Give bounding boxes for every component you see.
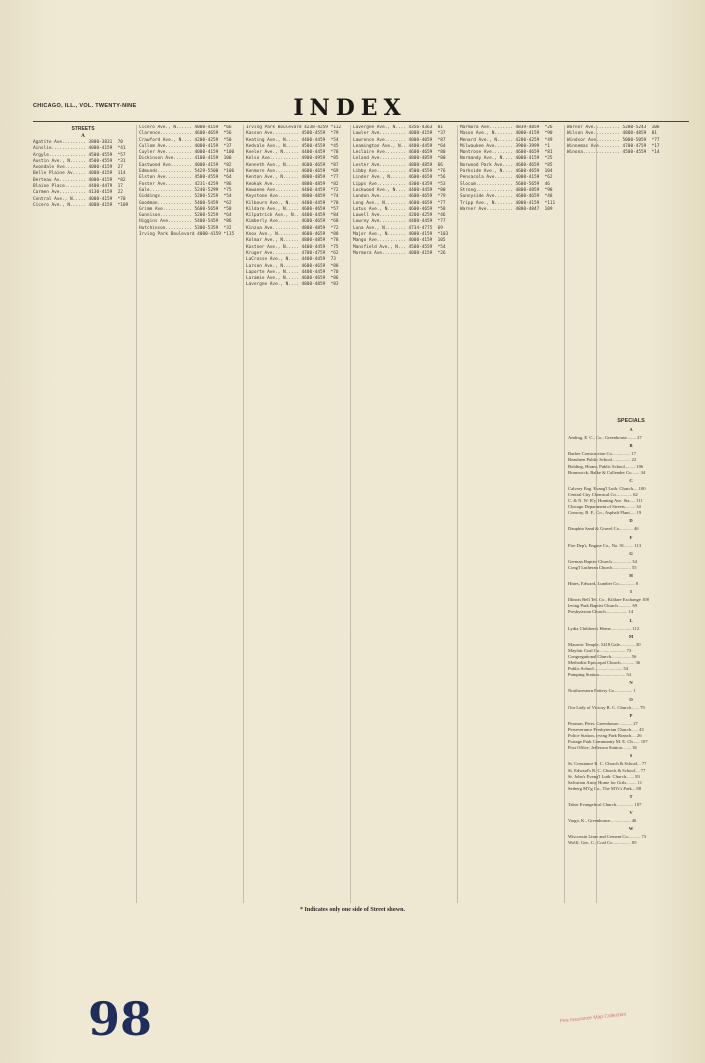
street-entry: Elston Ave.......... 4500-4559 *64	[139, 175, 232, 181]
specials-letter: N	[629, 680, 633, 686]
specials-entry: Mayfair Coal Co....................... 73	[568, 647, 632, 653]
street-entry: Cullom Ave.......... 4000-4159 *37	[139, 143, 232, 149]
specials-entry: Brunswick, Balke & Collender Co....... 34	[568, 469, 646, 475]
specials-letter: T	[629, 793, 633, 799]
street-entry: Knox Ave., N........ 4600-4659 *80	[246, 232, 339, 238]
street-entry: Kimberly Ave........ 4600-4659 *68	[246, 219, 339, 225]
index-column	[33, 125, 133, 903]
street-entry: Long Ave., N........ 4600-4659 *77	[353, 200, 446, 206]
street-entry: Norwood Park Ave.... 4600-4659 *85	[460, 162, 553, 168]
specials-entry: Tabor Evangelical Church............... 107	[568, 801, 642, 807]
page-number: 98	[88, 992, 153, 1046]
street-entry: LaCrosse Ave., N.... 4400-4459 73	[246, 257, 336, 263]
specials-heading: SPECIALS	[617, 418, 645, 424]
column-divider	[350, 125, 351, 903]
index-column	[139, 125, 239, 903]
street-entry: Kenmore Ave......... 4600-4659 *69	[246, 169, 339, 175]
street-entry: Lester Ave.......... 4800-4859 66	[353, 162, 443, 168]
street-entry: Irving Park Boulevard 4000-4159 *115	[139, 232, 235, 238]
street-entry: Keeler Ave., N...... 4400-4459 *78	[246, 150, 339, 156]
specials-entry: German Baptist Church................. 34	[568, 558, 637, 564]
street-entry: Central Ave., N..... 4000-4159 *70	[33, 196, 126, 202]
street-entry: Clarence............ 4600-4659 *56	[139, 131, 232, 137]
street-entry: Goodman............. 5400-5459 *62	[139, 200, 232, 206]
specials-letter: W	[628, 826, 634, 832]
specials-entry: Masonic Temple, 5418 Gale............. 30	[568, 641, 641, 647]
street-entry: Luna Ave., N........ 4734-4775 69	[353, 225, 443, 231]
street-entry: Menard Ave., N...... 4200-4259 *49	[460, 137, 553, 143]
street-entry: Mango Ave........... 4000-4159 105	[353, 238, 446, 244]
page-title: INDEX	[293, 95, 407, 121]
specials-entry: Perseverance Presbyterian Church...... 43	[568, 726, 644, 732]
specials-entry: Our Lady of Victory R. C. Church....... 79	[568, 704, 645, 710]
footnote: * Indicates only one side of Street shown.	[300, 907, 405, 913]
street-entry: Mason Ave., N....... 4000-4159 *90	[460, 131, 553, 137]
street-entry: Cuyler Ave.......... 4000-4159 *100	[139, 150, 235, 156]
specials-entry: Police Station, Irving Park Branch.... 26	[568, 733, 642, 739]
specials-letter: G	[629, 550, 633, 556]
specials-entry: Amling, E. C., Co., Greenhouse........ 27	[568, 435, 642, 441]
street-entry: Austin Ave., N...... 4500-4559 *31	[33, 158, 126, 164]
specials-letter: S	[629, 753, 633, 759]
specials-letter: A	[629, 427, 633, 433]
specials-entry: Northwestern Pottery Co................ 1	[568, 688, 636, 694]
column-divider	[243, 125, 244, 903]
specials-entry: Barber Construction Co................ 17	[568, 451, 637, 457]
street-entry: Pensacola Ave....... 4000-4159 *62	[460, 175, 553, 181]
specials-letter: H	[629, 572, 633, 578]
street-entry: Gale................ 5240-5299 *75	[139, 187, 232, 193]
section-letter: A	[81, 133, 85, 139]
specials-list	[568, 427, 694, 846]
street-entry: Eastwood Ave........ 4000-4159 *82	[139, 162, 232, 168]
specials-section	[568, 418, 694, 847]
street-entry: Lockwood Ave., N.... 4400-4459 *80	[353, 187, 446, 193]
street-entry: Warner Ave.......... 4800-4847 109	[460, 206, 553, 212]
street-entry: Tripp Ave., N....... 4000-4159 *111	[460, 200, 556, 206]
specials-entry: Chicago Department of Streets......... 34	[568, 504, 641, 510]
column-divider	[457, 125, 458, 903]
street-entry: Windsor Ave......... 5000-5059 *77	[567, 137, 660, 143]
street-entry: Wilson Ave.......... 4800-4859 81	[567, 131, 657, 137]
street-entry: Laramie Ave., N..... 4600-4659 *86	[246, 276, 339, 282]
specials-entry: Central City Chemical Co.............. 62	[568, 491, 638, 497]
specials-entry: Illinois Bell Tel. Co., Kildare Exchange 108	[568, 597, 649, 603]
street-entry: Agatite Ave......... 3800-3831 70	[33, 140, 123, 145]
street-entry: Sunnyside Ave....... 4600-4659 *48	[460, 194, 553, 200]
street-entry: Kostner Ave., N..... 4400-4459 *75	[246, 244, 339, 250]
specials-entry: Salvation Army Home for Girls......... 11	[568, 779, 643, 785]
specials-entry: Methodist Episcopal Church............ 36	[568, 660, 641, 666]
specials-letter: I	[630, 589, 632, 595]
street-entry: Carmen Ave.......... 4130-4159 22	[33, 190, 123, 196]
specials-entry: Lydia Children's Home.................. 112	[568, 625, 640, 631]
street-entry: Marmora Ave......... 4839-4859 *26	[460, 125, 553, 130]
specials-letter: V	[629, 810, 633, 816]
street-entry: London Ave.......... 4600-4659 *79	[353, 194, 446, 200]
specials-letter: M	[628, 633, 634, 639]
specials-entry: Post Office, Jefferson Station........ 36	[568, 745, 637, 751]
street-entry: Berteau Av.......... 4000-4159 *82	[33, 177, 126, 183]
street-entry: Winona.............. 4500-4559 *14	[567, 150, 660, 156]
library-stamp: Fire Insurance Map Collection	[559, 1011, 627, 1025]
street-entry: Kewanee Ave......... 4400-4459 *72	[246, 187, 339, 193]
street-entry: Leamington Ave., N.. 4400-4459 *64	[353, 143, 446, 149]
street-entry: Mansfield Ave., N... 4500-4559 *54	[353, 244, 446, 250]
street-entry: Higgins Ave......... 5400-5459 *86	[139, 219, 232, 225]
column-divider	[596, 125, 597, 903]
street-entry: Dickinson Ave....... 4100-4159 108	[139, 156, 232, 162]
street-entry: Milwaukee Ave....... 3900-3999 *1	[460, 143, 550, 149]
index-column	[353, 125, 453, 903]
street-entry: Linder Ave., N...... 4600-4659 *56	[353, 175, 446, 181]
specials-entry: Calvary Eng. Evang'l Luth. Church.... 100	[568, 485, 646, 491]
street-entry: Hutchinson.......... 5300-5359 *32	[139, 225, 232, 231]
street-entry: Grimm Ave........... 5600-5659 *58	[139, 206, 232, 212]
street-entry: Parkside Ave., N.... 4600-4659 104	[460, 169, 553, 175]
street-entry: Kildare Ave., N..... 4600-4659 *57	[246, 206, 339, 212]
specials-letter: F	[629, 534, 633, 540]
street-entry: Lotus Ave., N....... 4600-4659 *58	[353, 206, 446, 212]
street-entry: Normandy Ave., N.... 4000-4159 *25	[460, 156, 553, 162]
specials-entry: Presbyterian Church................... 14	[568, 609, 634, 615]
specials-entry: Public School......................... 54	[568, 666, 629, 672]
street-entry: Keating Ave., N..... 4400-4459 *54	[246, 137, 339, 143]
street-entry: Slocum.............. 5600-5659 46	[460, 181, 550, 187]
specials-entry: Portage Park Community M. E. Ch...... 107	[568, 739, 648, 745]
specials-entry: Beaubien Public School................ 22	[568, 457, 637, 463]
street-entry: Ainslie............. 4000-4159 *41	[33, 146, 126, 152]
street-entry: Winnemac Ave........ 4700-4759 *17	[567, 143, 660, 149]
street-entry: Foster Ave.......... 4231-4259 *86	[139, 181, 232, 187]
index-column	[246, 125, 346, 903]
street-entry: Strong.............. 4800-4859 *98	[460, 187, 553, 193]
specials-letter: B	[629, 443, 633, 449]
street-entry: Kruger Ave.......... 4700-4759 *62	[246, 250, 339, 256]
street-entry: Major Ave., N....... 4000-4159 *103	[353, 232, 449, 238]
street-entry: Blaine Place........ 4400-4479 17	[33, 184, 123, 190]
street-entry: Leclaire Ave........ 4600-4659 *80	[353, 150, 446, 156]
street-entry: Kenton Ave., N...... 4800-4859 *77	[246, 175, 339, 181]
street-entry: Kinzua Ave.......... 4800-4859 *72	[246, 225, 339, 231]
specials-entry: Wolff, Geo. C., Coal Co................ 85	[568, 840, 637, 846]
street-entry: Warner Ave.......... 5200-5243 106	[567, 125, 660, 130]
street-entry: Kilbourn Ave., N.... 4400-4459 *70	[246, 200, 339, 206]
specials-entry: Dauphin Sand & Gravel Co............ 46	[568, 526, 639, 532]
street-entry: Crawford Ave., N.... 4200-4259 *50	[139, 137, 232, 143]
specials-entry: Cong'l Lutheran Church................ 55	[568, 564, 637, 570]
street-entry: Irving Park Boulevard 4238-4259 *112	[246, 125, 342, 130]
street-entry: Lavergne Ave., N.... 4356-4363 81	[353, 125, 443, 130]
specials-letter: P	[629, 712, 633, 718]
street-entry: Lipps Ave........... 4300-4359 *53	[353, 181, 446, 187]
column-divider	[564, 125, 565, 903]
street-entry: Kasson Ave.......... 4500-4559 *79	[246, 131, 339, 137]
street-entry: Montrose Ave........ 4600-4659 *81	[460, 150, 553, 156]
column-divider	[136, 125, 137, 903]
specials-entry: Bolding, Hiram, Public School......... 106	[568, 463, 644, 469]
specials-entry: St. Constance R. C. Church & School... 77	[568, 761, 647, 767]
street-entry: Belle Plaine Av..... 4000-4159 114	[33, 171, 126, 177]
street-entry: Lowrey Ave.......... 4400-4459 *77	[353, 219, 446, 225]
street-entry: Keokuk Ave.......... 4800-4859 *82	[246, 181, 339, 187]
street-entry: Kelso Ave........... 4900-4959 *85	[246, 156, 339, 162]
street-entry: Libby Ave........... 4500-4559 *76	[353, 169, 446, 175]
street-entry: Larson Ave., N...... 4600-4659 *88	[246, 263, 339, 269]
specials-entry: Pumping Station....................... 54	[568, 672, 631, 678]
street-entry: Lawrence Ave........ 4000-4059 *87	[353, 137, 446, 143]
specials-entry: Wisconsin Lime and Cement Co........... 73	[568, 834, 647, 840]
street-entry: Kenneth Ave., N..... 4600-4659 *87	[246, 162, 339, 168]
specials-letter: O	[629, 696, 633, 702]
street-entry: Gunnison............ 5200-5259 *64	[139, 213, 232, 219]
street-entry: Keystone Ave........ 4800-4859 *74	[246, 194, 339, 200]
column-heading: STREETS	[71, 126, 95, 132]
specials-letter: L	[629, 617, 633, 623]
street-entry: Lavergne Ave., N.... 4800-4859 *83	[246, 282, 339, 288]
volume-label: CHICAGO, ILL., VOL. TWENTY-NINE	[33, 103, 137, 109]
specials-entry: St. Edward's R. C. Church & School.... 77	[568, 767, 646, 773]
title-divider	[33, 121, 689, 122]
street-entry: Cicero Ave., N...... 4000-4159 *109	[33, 202, 129, 208]
specials-entry: Hines, Edward, Lumber Co.............. 8	[568, 581, 639, 587]
street-entry: Giddings............ 5200-5259 *54	[139, 194, 232, 200]
street-entry: Kedvale Ave., N..... 4500-4559 *45	[246, 143, 339, 149]
street-entry: Argyle.............. 4500-4559 *57	[33, 152, 126, 158]
street-entry: Leland Ave.......... 4800-4859 *80	[353, 156, 446, 162]
specials-entry: C. & N. W. R'y, Hunting Ave. Sta..... 111	[568, 498, 643, 504]
specials-entry: St. John's Evang'l Luth. Church....... 83	[568, 773, 640, 779]
street-entry: Laporte Ave., N..... 4400-4459 *70	[246, 269, 339, 275]
specials-letter: C	[629, 477, 633, 483]
specials-letter: D	[629, 518, 633, 524]
specials-entry: Pearson, Peter, Greenhouse............ 27	[568, 720, 638, 726]
specials-entry: Conway, R. F., Co., Asphalt Plant..... 19	[568, 510, 642, 516]
street-entry: Avondale Ave........ 4000-4159 27	[33, 165, 123, 171]
street-entry: Kolmar Ave., N...... 4800-4859 *78	[246, 238, 339, 244]
index-column	[460, 125, 560, 903]
street-entry: Lawler Ave.......... 4000-4159 *37	[353, 131, 446, 137]
street-entry: Edmunds............. 5429-5500 *106	[139, 169, 235, 175]
specials-entry: Irving Park Baptist Church............ 69	[568, 603, 638, 609]
specials-entry: Seiberg M'f'g Co., The M'f'r's Park... 88	[568, 785, 641, 791]
specials-entry: Vargo, K., Greenhouse.................. 46	[568, 818, 637, 824]
specials-entry: Congregational Church................. 56	[568, 654, 637, 659]
street-entry: Lowell Ave.......... 4200-4259 *46	[353, 213, 446, 219]
specials-entry: Fire Dep't, Engine Co., No. 91........ 113	[568, 542, 642, 548]
street-entry: Cicero Ave., N...... 4000-4159 *66	[139, 125, 232, 130]
street-entry: Marmora Ave......... 4000-4159 *26	[353, 250, 446, 256]
street-entry: Kilpatrick Ave., N.. 4400-4459 *84	[246, 213, 339, 219]
